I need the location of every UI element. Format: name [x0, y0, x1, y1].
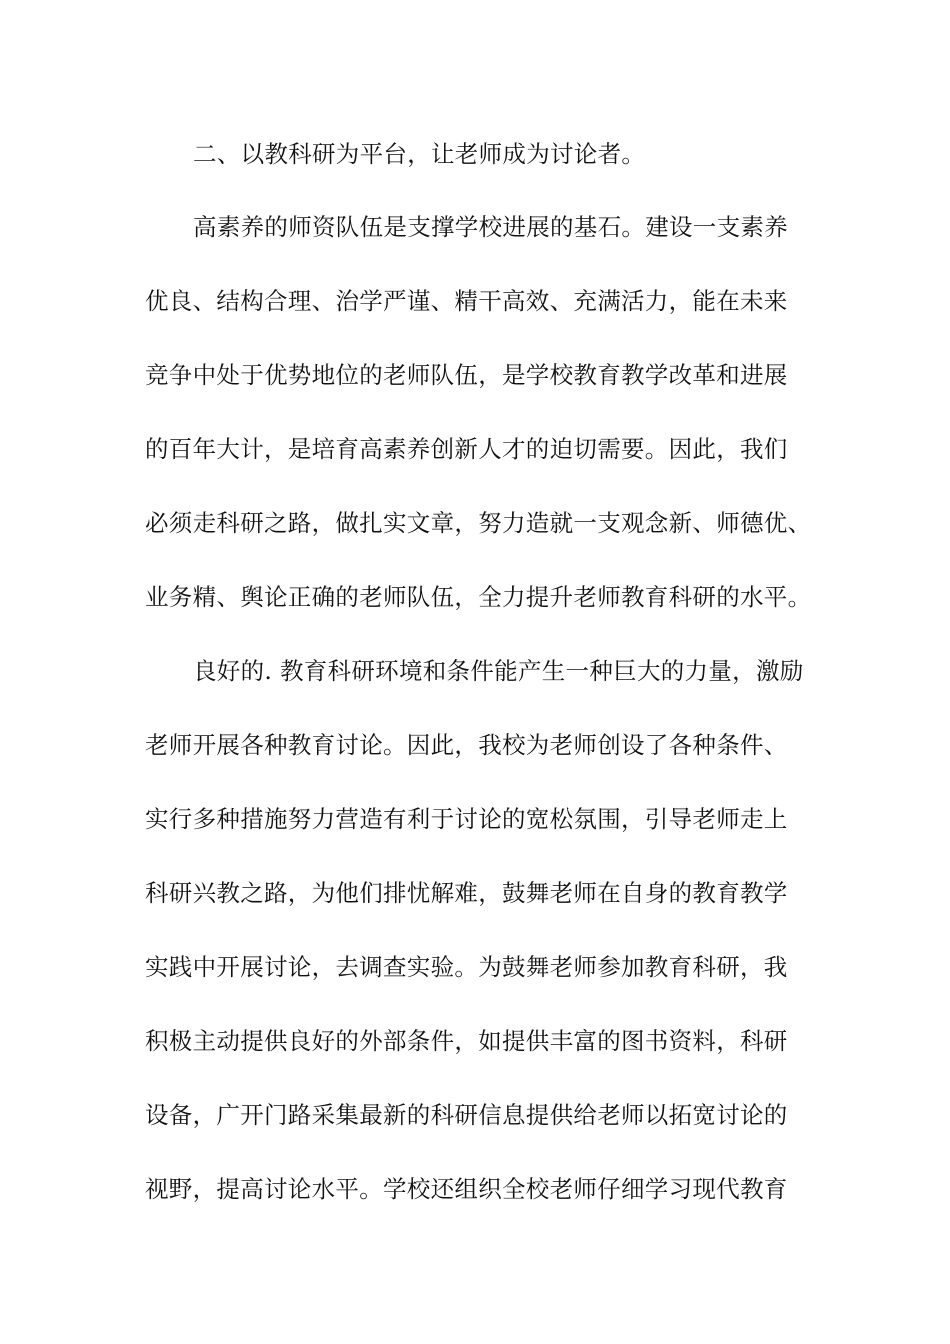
paragraph-line: 视野，提高讨论水平。学校还组织全校老师仔细学习现代教育 [145, 1175, 788, 1203]
paragraph-line: 设备，广开门路采集最新的科研信息提供给老师以拓宽讨论的 [145, 1101, 788, 1129]
section-heading: 二、以教科研为平台，让老师成为讨论者。 [193, 140, 646, 168]
paragraph-line: 业务精、舆论正确的老师队伍，全力提升老师教育科研的水平。 [145, 583, 812, 611]
paragraph-line: 良好的. 教育科研环境和条件能产生一种巨大的力量，激励 [193, 657, 804, 685]
paragraph-line: 高素养的师资队伍是支撑学校进展的基石。建设一支素养 [193, 213, 788, 241]
paragraph-line: 实行多种措施努力营造有利于讨论的宽松氛围，引导老师走上 [145, 805, 788, 833]
paragraph-line: 竞争中处于优势地位的老师队伍，是学校教育教学改革和进展 [145, 361, 788, 389]
paragraph-line: 优良、结构合理、治学严谨、精干高效、充满活力，能在未来 [145, 287, 788, 315]
paragraph-line: 科研兴教之路，为他们排忧解难，鼓舞老师在自身的教育教学 [145, 879, 788, 907]
paragraph-line: 必须走科研之路，做扎实文章，努力造就一支观念新、师德优、 [145, 509, 812, 537]
paragraph-line: 积极主动提供良好的外部条件，如提供丰富的图书资料，科研 [145, 1027, 788, 1055]
paragraph-line: 老师开展各种教育讨论。因此，我校为老师创设了各种条件、 [145, 731, 788, 759]
paragraph-line: 的百年大计，是培育高素养创新人才的迫切需要。因此，我们 [145, 435, 788, 463]
paragraph-line: 实践中开展讨论，去调查实验。为鼓舞老师参加教育科研，我 [145, 953, 788, 981]
